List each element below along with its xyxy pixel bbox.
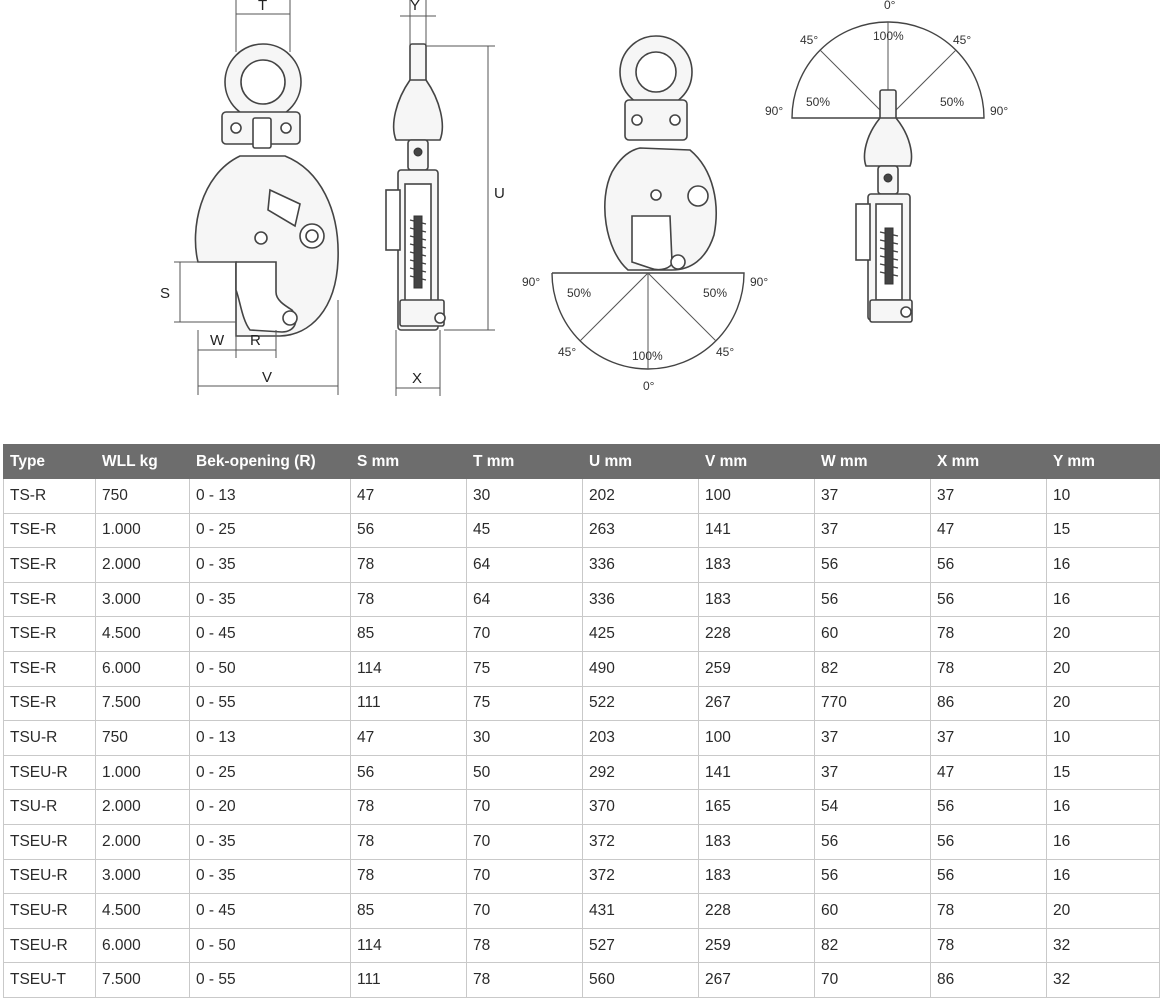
cell-y: 20: [1047, 894, 1160, 929]
cell-type: TSEU-R: [4, 824, 96, 859]
cell-t: 75: [467, 686, 583, 721]
table-row: [4, 894, 1160, 929]
table-row: [4, 721, 1160, 756]
cell-bek-opening: 0 - 55: [190, 963, 351, 998]
cell-type: TSE-R: [4, 582, 96, 617]
cell-bek-opening: 0 - 13: [190, 479, 351, 514]
table-row: [4, 824, 1160, 859]
table-header-row: [4, 445, 1160, 479]
cell-s: 78: [351, 859, 467, 894]
cell-y: 16: [1047, 824, 1160, 859]
cell-wll: 2.000: [96, 548, 190, 583]
table-row: [4, 548, 1160, 583]
cell-v: 165: [699, 790, 815, 825]
cell-w: 37: [815, 721, 931, 756]
cell-wll: 2.000: [96, 790, 190, 825]
cell-y: 32: [1047, 963, 1160, 998]
specifications-table: [3, 444, 1160, 998]
cell-v: 141: [699, 755, 815, 790]
cell-u: 336: [583, 582, 699, 617]
cell-bek-opening: 0 - 50: [190, 928, 351, 963]
dim-label-r: R: [250, 332, 261, 349]
cell-v: 267: [699, 963, 815, 998]
cell-x: 78: [931, 617, 1047, 652]
cell-t: 70: [467, 824, 583, 859]
cell-s: 78: [351, 548, 467, 583]
top-gauge-90-left: 90°: [765, 104, 784, 118]
dim-label-x: X: [412, 370, 423, 387]
cell-w: 37: [815, 479, 931, 514]
cell-x: 86: [931, 686, 1047, 721]
table-row: [4, 928, 1160, 963]
column-header-t: T mm: [467, 445, 583, 479]
cell-x: 78: [931, 894, 1047, 929]
cell-y: 20: [1047, 617, 1160, 652]
cell-s: 78: [351, 824, 467, 859]
cell-type: TSE-R: [4, 617, 96, 652]
table-row: [4, 859, 1160, 894]
cell-w: 56: [815, 582, 931, 617]
cell-t: 70: [467, 859, 583, 894]
top-gauge-45-left: 45°: [800, 33, 819, 47]
cell-u: 372: [583, 859, 699, 894]
cell-type: TSE-R: [4, 548, 96, 583]
cell-v: 141: [699, 513, 815, 548]
dim-label-w: W: [210, 332, 225, 349]
cell-v: 259: [699, 651, 815, 686]
clamp-with-bottom-gauge: [522, 36, 768, 393]
cell-u: 425: [583, 617, 699, 652]
cell-u: 527: [583, 928, 699, 963]
cell-t: 45: [467, 513, 583, 548]
cell-wll: 1.000: [96, 755, 190, 790]
cell-v: 267: [699, 686, 815, 721]
cell-s: 47: [351, 721, 467, 756]
cell-s: 78: [351, 582, 467, 617]
cell-u: 336: [583, 548, 699, 583]
cell-type: TSE-R: [4, 651, 96, 686]
cell-w: 60: [815, 894, 931, 929]
cell-bek-opening: 0 - 55: [190, 686, 351, 721]
cell-v: 183: [699, 548, 815, 583]
cell-type: TS-R: [4, 479, 96, 514]
cell-s: 85: [351, 617, 467, 652]
cell-s: 78: [351, 790, 467, 825]
cell-bek-opening: 0 - 20: [190, 790, 351, 825]
cell-x: 56: [931, 582, 1047, 617]
cell-v: 100: [699, 479, 815, 514]
cell-x: 47: [931, 513, 1047, 548]
cell-y: 20: [1047, 686, 1160, 721]
cell-t: 70: [467, 894, 583, 929]
cell-wll: 1.000: [96, 513, 190, 548]
cell-s: 47: [351, 479, 467, 514]
cell-type: TSU-R: [4, 790, 96, 825]
cell-u: 202: [583, 479, 699, 514]
cell-t: 78: [467, 928, 583, 963]
cell-x: 37: [931, 479, 1047, 514]
dim-label-s: S: [160, 285, 171, 302]
table-row: [4, 686, 1160, 721]
table-row: [4, 479, 1160, 514]
cell-bek-opening: 0 - 25: [190, 513, 351, 548]
column-header-bek-opening: Bek-opening (R): [190, 445, 351, 479]
clamp-front-view: [160, 0, 338, 395]
cell-wll: 7.500: [96, 963, 190, 998]
cell-s: 111: [351, 686, 467, 721]
cell-t: 64: [467, 548, 583, 583]
cell-bek-opening: 0 - 45: [190, 894, 351, 929]
table-row: [4, 617, 1160, 652]
column-header-u: U mm: [583, 445, 699, 479]
column-header-s: S mm: [351, 445, 467, 479]
cell-x: 56: [931, 859, 1047, 894]
table-row: [4, 582, 1160, 617]
bottom-gauge-0: 0°: [643, 379, 655, 393]
bottom-gauge-45-left: 45°: [558, 345, 577, 359]
clamp-with-top-gauge: [765, 0, 1008, 322]
cell-s: 85: [351, 894, 467, 929]
cell-y: 32: [1047, 928, 1160, 963]
cell-u: 522: [583, 686, 699, 721]
dim-label-t: T: [258, 0, 268, 14]
cell-w: 37: [815, 513, 931, 548]
column-header-type: Type: [4, 445, 96, 479]
cell-w: 56: [815, 824, 931, 859]
cell-x: 47: [931, 755, 1047, 790]
top-gauge-50-left: 50%: [806, 95, 831, 109]
cell-wll: 750: [96, 721, 190, 756]
cell-w: 37: [815, 755, 931, 790]
table-row: [4, 790, 1160, 825]
cell-x: 86: [931, 963, 1047, 998]
cell-t: 70: [467, 617, 583, 652]
column-header-y: Y mm: [1047, 445, 1160, 479]
cell-s: 56: [351, 755, 467, 790]
cell-x: 78: [931, 928, 1047, 963]
cell-type: TSEU-R: [4, 894, 96, 929]
cell-v: 183: [699, 582, 815, 617]
cell-w: 54: [815, 790, 931, 825]
cell-y: 16: [1047, 548, 1160, 583]
cell-y: 16: [1047, 582, 1160, 617]
cell-v: 183: [699, 859, 815, 894]
cell-s: 114: [351, 651, 467, 686]
cell-wll: 7.500: [96, 686, 190, 721]
cell-w: 56: [815, 859, 931, 894]
cell-x: 56: [931, 548, 1047, 583]
cell-t: 30: [467, 721, 583, 756]
top-gauge-100: 100%: [873, 29, 904, 43]
cell-u: 431: [583, 894, 699, 929]
cell-t: 78: [467, 963, 583, 998]
cell-u: 203: [583, 721, 699, 756]
cell-w: 82: [815, 651, 931, 686]
cell-s: 111: [351, 963, 467, 998]
cell-u: 372: [583, 824, 699, 859]
cell-y: 16: [1047, 859, 1160, 894]
cell-bek-opening: 0 - 35: [190, 548, 351, 583]
table-row: [4, 963, 1160, 998]
cell-y: 20: [1047, 651, 1160, 686]
cell-type: TSEU-R: [4, 928, 96, 963]
cell-x: 56: [931, 790, 1047, 825]
cell-bek-opening: 0 - 35: [190, 582, 351, 617]
cell-v: 183: [699, 824, 815, 859]
cell-bek-opening: 0 - 25: [190, 755, 351, 790]
cell-bek-opening: 0 - 13: [190, 721, 351, 756]
cell-type: TSEU-R: [4, 755, 96, 790]
cell-bek-opening: 0 - 35: [190, 824, 351, 859]
cell-wll: 750: [96, 479, 190, 514]
cell-x: 56: [931, 824, 1047, 859]
cell-t: 50: [467, 755, 583, 790]
cell-w: 770: [815, 686, 931, 721]
bottom-gauge-50-right: 50%: [703, 286, 728, 300]
top-gauge-45-right: 45°: [953, 33, 972, 47]
column-header-w: W mm: [815, 445, 931, 479]
dim-label-y: Y: [410, 0, 421, 14]
bottom-gauge-100: 100%: [632, 349, 663, 363]
cell-u: 560: [583, 963, 699, 998]
cell-u: 490: [583, 651, 699, 686]
cell-t: 75: [467, 651, 583, 686]
cell-y: 15: [1047, 755, 1160, 790]
cell-t: 64: [467, 582, 583, 617]
cell-wll: 3.000: [96, 582, 190, 617]
cell-type: TSEU-R: [4, 859, 96, 894]
column-header-x: X mm: [931, 445, 1047, 479]
top-gauge-50-right: 50%: [940, 95, 965, 109]
cell-v: 228: [699, 617, 815, 652]
cell-u: 263: [583, 513, 699, 548]
cell-w: 70: [815, 963, 931, 998]
bottom-gauge-45-right: 45°: [716, 345, 735, 359]
technical-drawings: [0, 0, 1161, 440]
cell-y: 16: [1047, 790, 1160, 825]
cell-y: 10: [1047, 721, 1160, 756]
table-row: [4, 651, 1160, 686]
cell-s: 56: [351, 513, 467, 548]
cell-wll: 6.000: [96, 651, 190, 686]
cell-type: TSU-R: [4, 721, 96, 756]
cell-v: 100: [699, 721, 815, 756]
cell-type: TSE-R: [4, 686, 96, 721]
cell-t: 70: [467, 790, 583, 825]
cell-w: 60: [815, 617, 931, 652]
cell-y: 10: [1047, 479, 1160, 514]
column-header-wll: WLL kg: [96, 445, 190, 479]
column-header-v: V mm: [699, 445, 815, 479]
cell-wll: 6.000: [96, 928, 190, 963]
cell-w: 82: [815, 928, 931, 963]
cell-wll: 4.500: [96, 617, 190, 652]
table-row: [4, 755, 1160, 790]
cell-bek-opening: 0 - 45: [190, 617, 351, 652]
bottom-gauge-90-right: 90°: [750, 275, 769, 289]
bottom-gauge-50-left: 50%: [567, 286, 592, 300]
top-gauge-90-right: 90°: [990, 104, 1009, 118]
cell-s: 114: [351, 928, 467, 963]
cell-v: 259: [699, 928, 815, 963]
cell-u: 370: [583, 790, 699, 825]
cell-x: 78: [931, 651, 1047, 686]
clamp-side-view: [386, 0, 505, 396]
cell-wll: 4.500: [96, 894, 190, 929]
top-gauge-0: 0°: [884, 0, 896, 12]
cell-type: TSEU-T: [4, 963, 96, 998]
cell-x: 37: [931, 721, 1047, 756]
cell-t: 30: [467, 479, 583, 514]
dim-label-v: V: [262, 369, 273, 386]
cell-y: 15: [1047, 513, 1160, 548]
cell-bek-opening: 0 - 35: [190, 859, 351, 894]
cell-w: 56: [815, 548, 931, 583]
dim-label-u: U: [494, 185, 505, 202]
cell-wll: 3.000: [96, 859, 190, 894]
cell-v: 228: [699, 894, 815, 929]
bottom-gauge-90-left: 90°: [522, 275, 541, 289]
cell-type: TSE-R: [4, 513, 96, 548]
cell-bek-opening: 0 - 50: [190, 651, 351, 686]
table-row: [4, 513, 1160, 548]
cell-wll: 2.000: [96, 824, 190, 859]
cell-u: 292: [583, 755, 699, 790]
